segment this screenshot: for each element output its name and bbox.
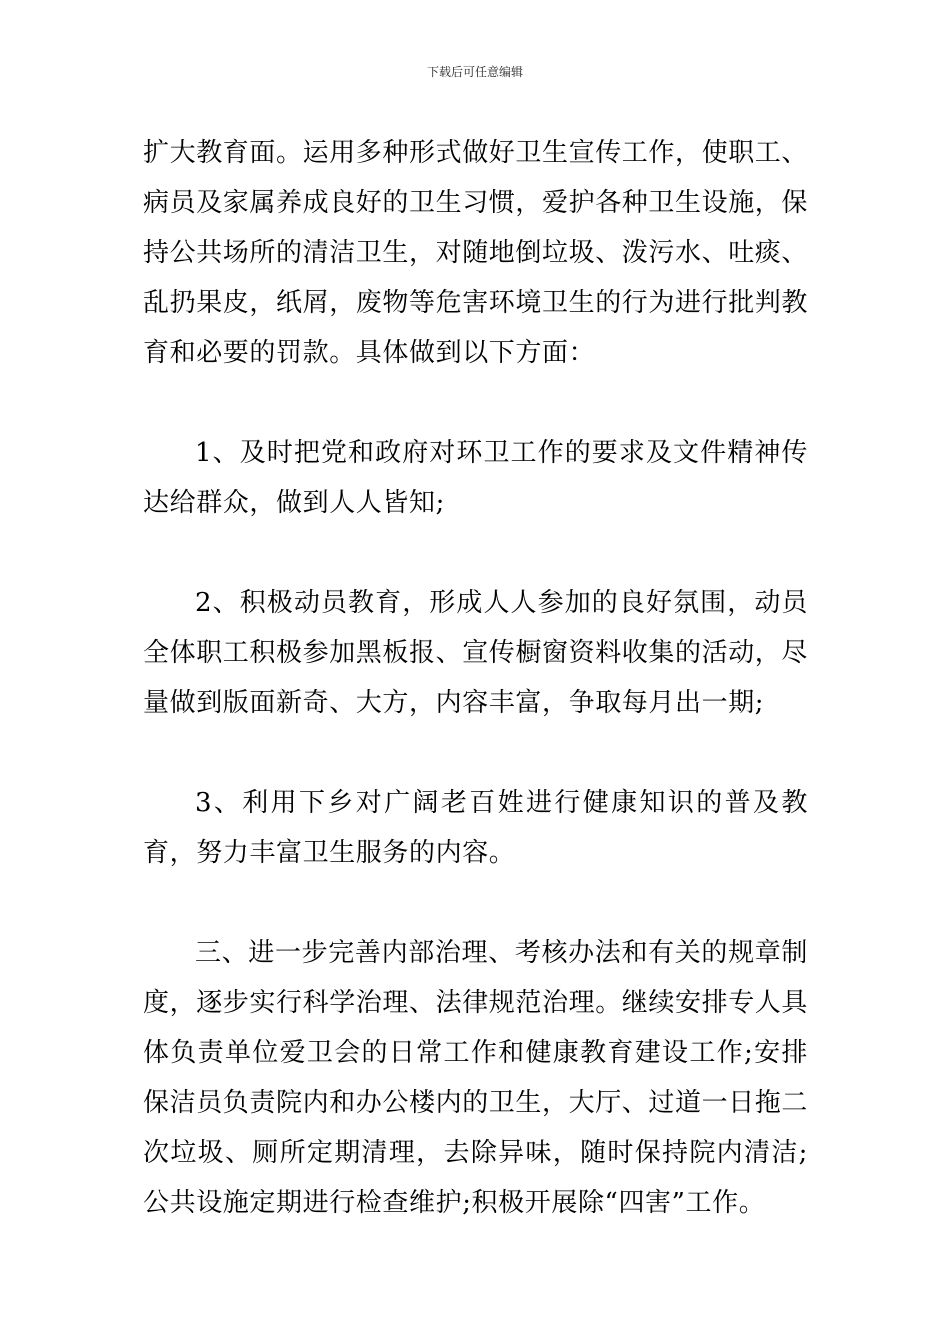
paragraph-education-scope: 扩大教育面。运用多种形式做好卫生宣传工作，使职工、病员及家属养成良好的卫生习惯，爱护各种卫生设施，保持公共场所的清洁卫生，对随地倒垃圾、泼污水、吐痰、乱扔果皮，纸屑，废物等危害环境卫生的行为进行批判教育和必要的罚款。具体做到以下方面：	[143, 138, 809, 368]
document-body	[143, 128, 808, 1228]
paragraph-section-3: 三、进一步完善内部治理、考核办法和有关的规章制度，逐步实行科学治理、法律规范治理。继续安排专人具体负责单位爱卫会的日常工作和健康教育建设工作;安排保洁员负责院内和办公楼内的卫生，大厅、过道一日拖二次垃圾、厕所定期清理，去除异味，随时保持院内清洁;公共设施定期进行检查维护;积极开展除“四害”工作。	[143, 938, 809, 1218]
page-header: 下载后可任意编辑	[426, 65, 523, 79]
paragraph-item-3: 3、利用下乡对广阔老百姓进行健康知识的普及教育，努力丰富卫生服务的内容。	[143, 788, 808, 868]
paragraph-item-2: 2、积极动员教育，形成人人参加的良好氛围，动员全体职工积极参加黑板报、宣传橱窗资料收集的活动，尽量做到版面新奇、大方，内容丰富，争取每月出一期;	[143, 588, 809, 718]
paragraph-item-1: 1、及时把党和政府对环卫工作的要求及文件精神传达给群众，做到人人皆知;	[143, 438, 808, 518]
